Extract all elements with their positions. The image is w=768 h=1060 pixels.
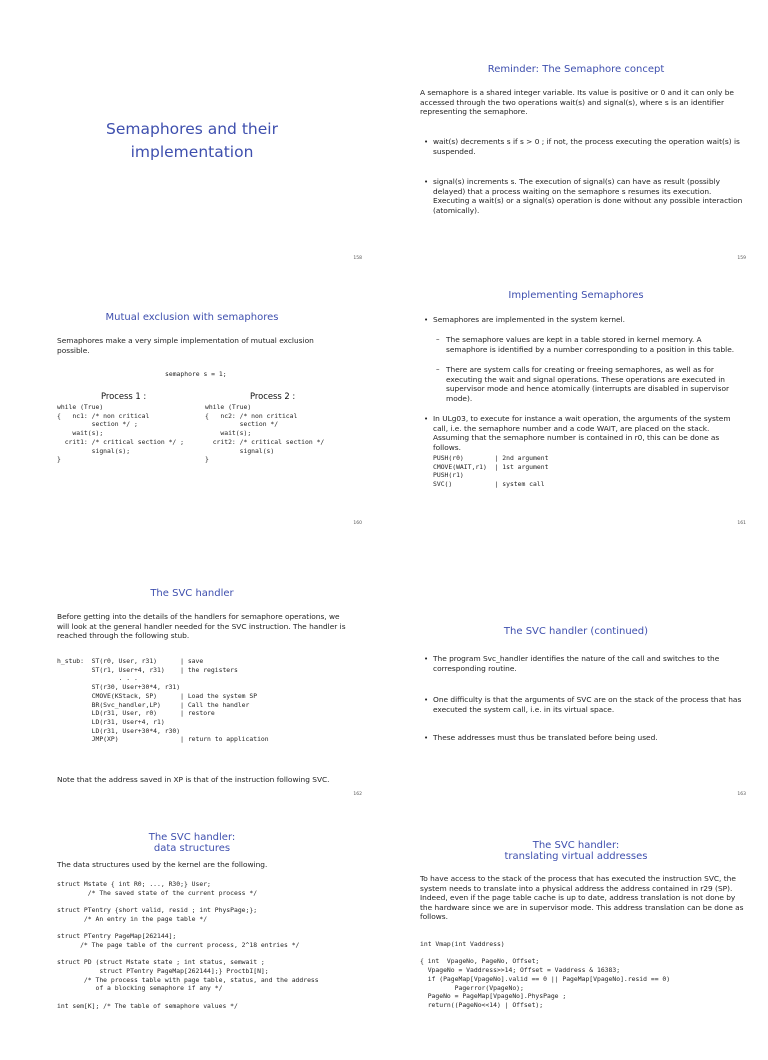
bullet-ulg03: In ULg03, to execute for instance a wait operation, the arguments of the system call, i.e. the semaphore number and a code WAIT, are placed on the stack. Assuming that the semaphore number is contained in r0, this can be done as follows. <box>433 414 731 452</box>
bullet-wait: wait(s) decrements s if s > 0 ; if not, the process executing the operation wait(s) is suspended. <box>433 137 740 156</box>
vmap-code: int Vmap(int Vaddress) { int VpageNo, PageNo, Offset; VpageNo = Vaddress>>14; Offset = Vaddress & 16383; if (PageMap[VpageNo].valid == 0 || PageMap[VpageNo].resid == 0) Pagerror(VpageNo); PageNo = PageMap[VpageNo].PhysPage ; return((PageNo<<14) | Offset); <box>420 940 671 1009</box>
slide-158 <box>0 0 384 265</box>
intro-text: Before getting into the details of the handlers for semaphore operations, we will look at the general handler needed for the SVC instruction. The handler is reached through the following stub. <box>57 612 346 641</box>
intro-text: Semaphores make a very simple implementation of mutual exclusion possible. <box>57 336 314 355</box>
struct-code: struct Mstate { int R0; ..., R30;} User; /* The saved state of the current process */ struct PTentry {short valid, resid ; int PhysPage;}; /* An entry in the page table */ struct PTentry PageMap[262144]; /* The page table of the current process, 2^18 entries */ struct PD (struct Mstate state ; int status, semwait ; struct PTentry PageMap[262144];} ProctbI[N]; /* The process table with page table, status, and the address of a blocking semaphore if any */ int sem[K]; /* The table of semaphore values */ <box>57 880 319 1010</box>
dash-icon: – <box>436 335 440 343</box>
bullet-difficulty: One difficulty is that the arguments of SVC are on the stack of the process that has executed the system call, i.e. in its virtual space. <box>433 695 742 714</box>
bullet-icon: • <box>424 178 429 186</box>
slide-title-line2: implementation <box>130 143 254 161</box>
intro-text: To have access to the stack of the process that has executed the instruction SVC, the system needs to translate into a physical address the address contained in r29 (SP). Indeed, even if the page table cache is up to date, address translation is not done by the hardware since we are in supervisor mode. This address translation can be done as follows. <box>420 874 744 922</box>
bullet-icon: • <box>424 655 429 663</box>
page-number: 162 <box>353 792 362 795</box>
slide-title-line1: Semaphores and their <box>106 120 278 138</box>
page-number: 160 <box>353 521 362 526</box>
page-number: 163 <box>737 792 746 795</box>
slide-161 <box>384 265 768 530</box>
slide-title: Mutual exclusion with semaphores <box>105 312 279 323</box>
sub-bullet-syscalls: There are system calls for creating or freeing semaphores, as well as for executing the wait and signal operations. These operations are executed in supervisor mode and hence atomically (interrupts are disabled in supervisor mode). <box>446 365 730 403</box>
slide-164 <box>0 795 384 1060</box>
process2-title: Process 2 : <box>250 391 296 401</box>
bullet-signal: signal(s) increments s. The execution of signal(s) can have as result (possibly delayed) that a process waiting on the semaphore s resumes its execution. Executing a wait(s) or a signal(s) operation is done without any possible interaction (atomically). <box>433 177 743 215</box>
push-code: PUSH(r0) | 2nd argument CMOVE(WAIT,r1) | 1st argument PUSH(r1) SVC() | system call <box>433 454 549 489</box>
page-number: 159 <box>737 256 746 261</box>
page-number: 161 <box>737 521 746 526</box>
slide-title-line1: The SVC handler: <box>532 840 620 851</box>
slide-title-line1: The SVC handler: <box>148 832 236 843</box>
process1-code: while (True) { nc1: /* non critical section */ ; wait(s); crit1: /* critical section */ ; signal(s); } <box>57 403 184 464</box>
slide-title: The SVC handler (continued) <box>503 626 649 637</box>
dash-icon: – <box>436 365 440 373</box>
slide-title: Reminder: The Semaphore concept <box>487 64 665 75</box>
bullet-icon: • <box>424 415 429 423</box>
bullet-icon: • <box>424 316 429 324</box>
slide-165 <box>384 795 768 1060</box>
process2-code: while (True) { nc2: /* non critical section */ wait(s); crit2: /* critical section */ signal(s) } <box>205 403 325 464</box>
stub-code: h_stub: ST(r0, User, r31) | save ST(r1, User+4, r31) | the registers . . . ST(r30, User+30*4, r31) CMOVE(KStack, SP) | Load the system SP BR(Svc_handler,LP) | Call the handler LD(r31, User, r0) | restore LD(r31, User+4, r1) LD(r31, User+30*4, r30) JMP(XP) | return to application <box>57 657 269 744</box>
slide-title-line2: data structures <box>153 843 231 854</box>
sub-bullet-table: The semaphore values are kept in a table stored in kernel memory. A semaphore is identified by a number corresponding to a position in this table. <box>446 335 735 354</box>
bullet-svc-handler: The program Svc_handler identifies the nature of the call and switches to the corresponding routine. <box>433 654 720 673</box>
intro-text: The data structures used by the kernel are the following. <box>57 860 268 869</box>
bullet-kernel: Semaphores are implemented in the system kernel. <box>433 315 625 324</box>
slide-title: Implementing Semaphores <box>508 290 644 301</box>
slide-163 <box>384 530 768 795</box>
intro-text: A semaphore is a shared integer variable. Its value is positive or 0 and it can only be accessed through the two operations wait(s) and signal(s), where s is an identifier representing the semaphore. <box>420 88 734 117</box>
process1-title: Process 1 : <box>101 391 147 401</box>
bullet-icon: • <box>424 734 429 742</box>
bullet-icon: • <box>424 138 429 146</box>
note-text: Note that the address saved in XP is that of the instruction following SVC. <box>57 775 330 784</box>
slide-162 <box>0 530 384 795</box>
slide-title-line2: translating virtual addresses <box>504 851 648 862</box>
semaphore-init: semaphore s = 1; <box>165 370 227 378</box>
slide-160 <box>0 265 384 530</box>
page-number: 158 <box>353 256 362 261</box>
bullet-icon: • <box>424 696 429 704</box>
slide-title: The SVC handler <box>150 588 234 599</box>
bullet-translate: These addresses must thus be translated before being used. <box>433 733 658 742</box>
slide-159 <box>384 0 768 265</box>
